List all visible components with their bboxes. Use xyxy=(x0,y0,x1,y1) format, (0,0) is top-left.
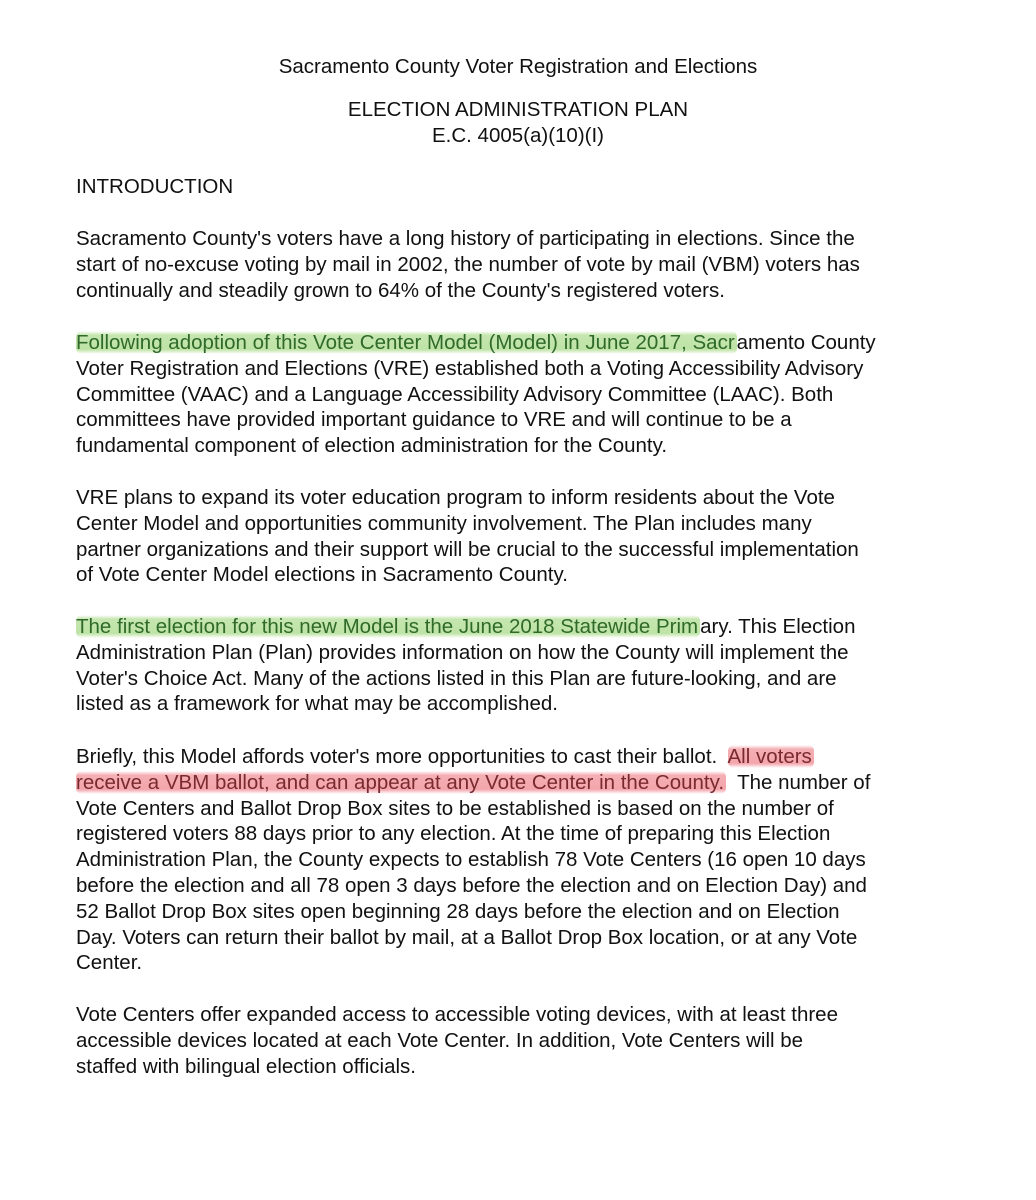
paragraph-accessibility xyxy=(76,1002,976,1079)
text-line: committees have provided important guidance to VRE and will continue to be a xyxy=(76,408,792,432)
paragraph-first-election xyxy=(76,614,976,717)
text-line: of Vote Center Model elections in Sacramento County. xyxy=(76,563,568,587)
paragraph-education xyxy=(76,485,976,588)
text-line: staffed with bilingual election officials. xyxy=(76,1054,416,1078)
text-line: Vote Centers and Ballot Drop Box sites to be established is based on the number of xyxy=(76,796,834,820)
election-code: E.C. 4005(a)(10)(I) xyxy=(431,124,605,147)
paragraph-model-summary xyxy=(76,744,976,976)
text-line xyxy=(76,744,976,770)
org-title: Sacramento County Voter Registration and Elections xyxy=(278,55,758,78)
text-line: continually and steadily grown to 64% of the County's registered voters. xyxy=(76,278,725,302)
red-highlight: receive a VBM ballot, and can appear at any Vote Center in the County. xyxy=(76,770,725,794)
text-span: The number of xyxy=(726,770,871,794)
text-line: before the election and all 78 open 3 days before the election and on Election Day) and xyxy=(76,873,867,897)
text-line: VRE plans to expand its voter education program to inform residents about the Vote xyxy=(76,486,835,509)
text-line: 52 Ballot Drop Box sites open beginning 28 days before the election and on Election xyxy=(76,899,840,923)
text-line xyxy=(76,330,976,356)
text-line xyxy=(76,770,976,796)
green-highlight: The first election for this new Model is the June 2018 Statewide Prim xyxy=(76,615,699,638)
text-line: Day. Voters can return their ballot by mail, at a Ballot Drop Box location, or at any Vote xyxy=(76,925,858,949)
text-line: accessible devices located at each Vote Center. In addition, Vote Centers will be xyxy=(76,1028,804,1052)
plan-title: ELECTION ADMINISTRATION PLAN xyxy=(347,98,689,121)
text-span: Briefly, this Model affords voter's more opportunities to cast their ballot. xyxy=(76,745,728,768)
text-line: Center. xyxy=(76,951,143,975)
text-line: Voter's Choice Act. Many of the actions listed in this Plan are future-looking, and are xyxy=(76,666,837,690)
text-line: registered voters 88 days prior to any election. At the time of preparing this Election xyxy=(76,822,831,846)
text-line: Administration Plan (Plan) provides information on how the County will implement the xyxy=(76,640,849,664)
text-span: amento County xyxy=(736,331,876,354)
green-highlight: Following adoption of this Vote Center Model (Model) in June 2017, Sacr xyxy=(76,331,735,354)
red-highlight: All voters xyxy=(727,745,812,768)
paragraph-committees xyxy=(76,330,976,459)
text-line: Administration Plan, the County expects to establish 78 Vote Centers (16 open 10 days xyxy=(76,848,866,872)
text-line: Center Model and opportunities community involvement. The Plan includes many xyxy=(76,511,812,535)
text-line: Vote Centers offer expanded access to accessible voting devices, with at least three xyxy=(76,1003,838,1026)
text-line: Voter Registration and Elections (VRE) established both a Voting Accessibility Advisory xyxy=(76,356,864,380)
text-line: Committee (VAAC) and a Language Accessibility Advisory Committee (LAAC). Both xyxy=(76,382,834,406)
text-line: start of no-excuse voting by mail in 2002, the number of vote by mail (VBM) voters has xyxy=(76,252,860,276)
text-span: ary. This Election xyxy=(700,615,856,638)
text-line xyxy=(76,614,976,640)
text-line: partner organizations and their support will be crucial to the successful implementation xyxy=(76,537,859,561)
text-line: listed as a framework for what may be accomplished. xyxy=(76,692,558,716)
text-line: Sacramento County's voters have a long history of participating in elections. Since the xyxy=(76,227,855,250)
paragraph-history xyxy=(76,226,976,303)
text-line: fundamental component of election administration for the County. xyxy=(76,434,668,458)
section-heading: INTRODUCTION xyxy=(76,175,234,198)
